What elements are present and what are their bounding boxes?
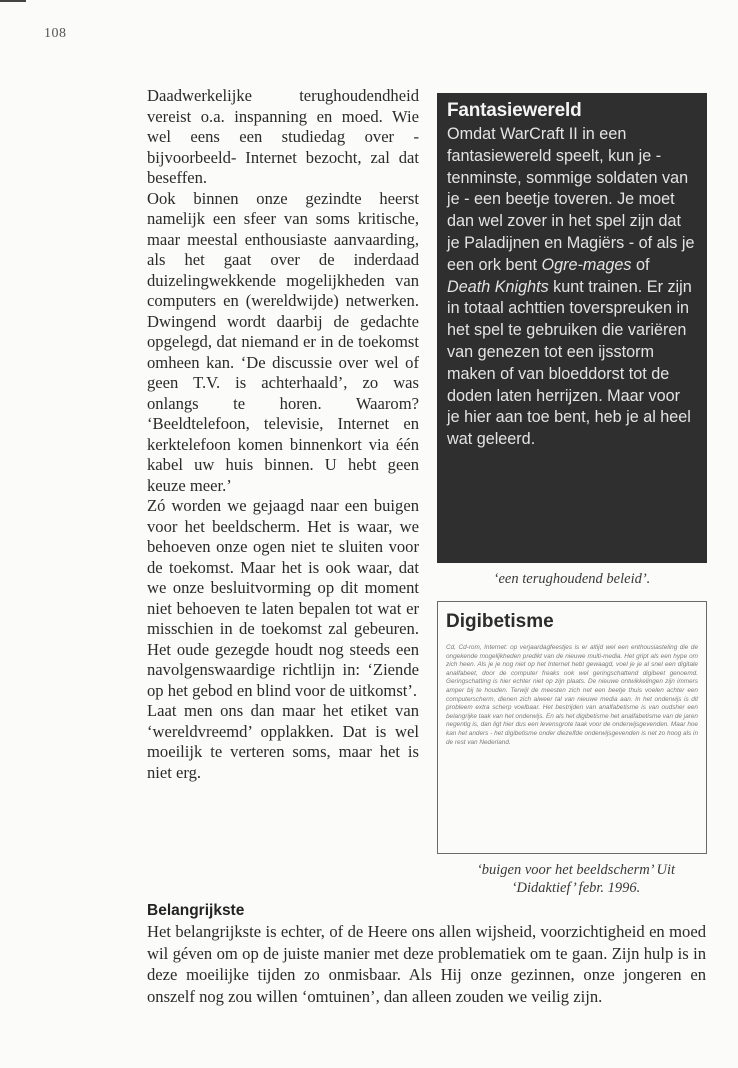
- game-term-death-knights: Death Knights: [447, 277, 549, 296]
- page-number: 108: [44, 26, 67, 41]
- fantasiewereld-sidebar: [437, 93, 707, 563]
- sidebar-text-part: Omdat WarCraft II in een fantasiewereld speelt, kun je - tenminste, sommige soldaten van je - een beetje toveren. Je moet dan wel zover in het spel zijn dat je Paladijnen en Magiërs - of als je een ork bent: [447, 125, 695, 274]
- left-column: [147, 86, 419, 783]
- source-caption-line: ‘buigen voor het beeldscherm’ Uit: [476, 862, 676, 878]
- source-caption-line: ‘Didaktief’ febr. 1996.: [511, 880, 641, 896]
- sidebar-text-part: kunt trainen. Er zijn in totaal achttien toverspreuken in het spel te gebruiken die variëren van genezen tot een ijsstorm maken of van bloeddorst tot de doden laten herrijzen. Maar voor je hier aan toe bent, heb je al heel wat geleerd.: [447, 277, 692, 449]
- digibetisme-sidebar: [437, 601, 707, 854]
- section-heading: Belangrijkste: [147, 902, 245, 919]
- body-paragraph: Ook binnen onze gezindte heerst namelijk een sfeer van soms kritische, maar meestal enthousiaste aanvaarding, als het gaat over de inderdaad duizelingwekkende mogelijkheden van computers en (wereldwijde) netwerken. Dwingend wordt daarbij de gedachte opgelegd, dat niemand er in de toekomst omheen kan. ‘De discussie over wel of geen T.V. is achterhaald’, zo was onlangs te horen. Waarom? ‘Beeldtelefoon, televisie, Internet en kerktelefoon komen binnenkort via één kabel uw huis binnen. U hebt geen keuze meer.’: [147, 188, 419, 495]
- corner-crop-mark: [0, 0, 26, 2]
- sidebar-text-part: of: [631, 255, 650, 274]
- pull-quote-caption: ‘een terughoudend beleid’.: [493, 571, 651, 587]
- sidebar-title: Digibetisme: [446, 611, 554, 632]
- sidebar-title: Fantasiewereld: [447, 100, 582, 121]
- sidebar-text: Cd, Cd-rom, Internet: op verjaardagfeestjes is er altijd wel een enthousiasteling die de ongekende mogelijkheden predikt van de nieuwe multi-media. Het gript als een hype om zich heen. Als je je nog niet op het Internet hebt gewaagd, voel je je al snel een digitale analfabeet, door de computer freaks ook wel geringschattend digibeet genoemd. Geringschatting is hier echter niet op zijn plaats. De nieuwe ontwikkelingen zijn immers amper bij te houden. Terwijl de meesten zich net een beetje thuis voelen achter een computerscherm, dienen zich alweer tal van nieuwe media aan. In het onderwijs is dit probleem extra scherp voelbaar. Het bestrijden van analfabetisme is van oudsher een belangrijke taak van het onderwijs. En als het digibetisme het analfabetisme van de jaren negentig is, dan ligt hier dus een levensgrote taak voor de onderwijsgevenden. Maar hoe kan het anders - het digibetisme onder diezelfde onderwijsgevenden is net zo hoog als in de rest van Nederland.: [446, 644, 698, 746]
- sidebar-text: [447, 124, 697, 451]
- body-paragraph: Daadwerkelijke terughoudendheid vereist o.a. inspanning en moed. Wie wel eens een studiedag over -bijvoorbeeld- Internet bezocht, zal dat beseffen.: [147, 86, 419, 187]
- body-paragraph: Laat men ons dan maar het etiket van ‘wereldvreemd’ opplakken. Dat is wel moeilijk te verteren soms, maar het is niet erg.: [147, 701, 419, 782]
- game-term-ogre-mages: Ogre-mages: [541, 255, 632, 274]
- section-paragraph: Het belangrijkste is echter, of de Heere ons allen wijsheid, voorzichtigheid en moed wil géven om op de juiste manier met deze problematiek om te gaan. Zijn hulp is in deze moeilijke tijden zo onmisbaar. Als Hij onze gezinnen, onze jongeren en onszelf nog zou willen ‘omtuinen’, dan alleen zouden we veilig zijn.: [147, 922, 706, 1006]
- source-caption: [440, 861, 712, 897]
- body-paragraph: Zó worden we gejaagd naar een buigen voor het beeldscherm. Het is waar, we behoeven onze ogen niet te sluiten voor de toekomst. Maar het is ook waar, dat we onze besluitvorming op dit moment niet behoeven te laten bepalen tot wat er misschien in de toekomst zal gebeuren. Het oude gezegde houdt nog steeds een navolgenswaardige richtlijn in: ‘Ziende op het gebod en blind voor de uitkomst’.: [147, 496, 419, 700]
